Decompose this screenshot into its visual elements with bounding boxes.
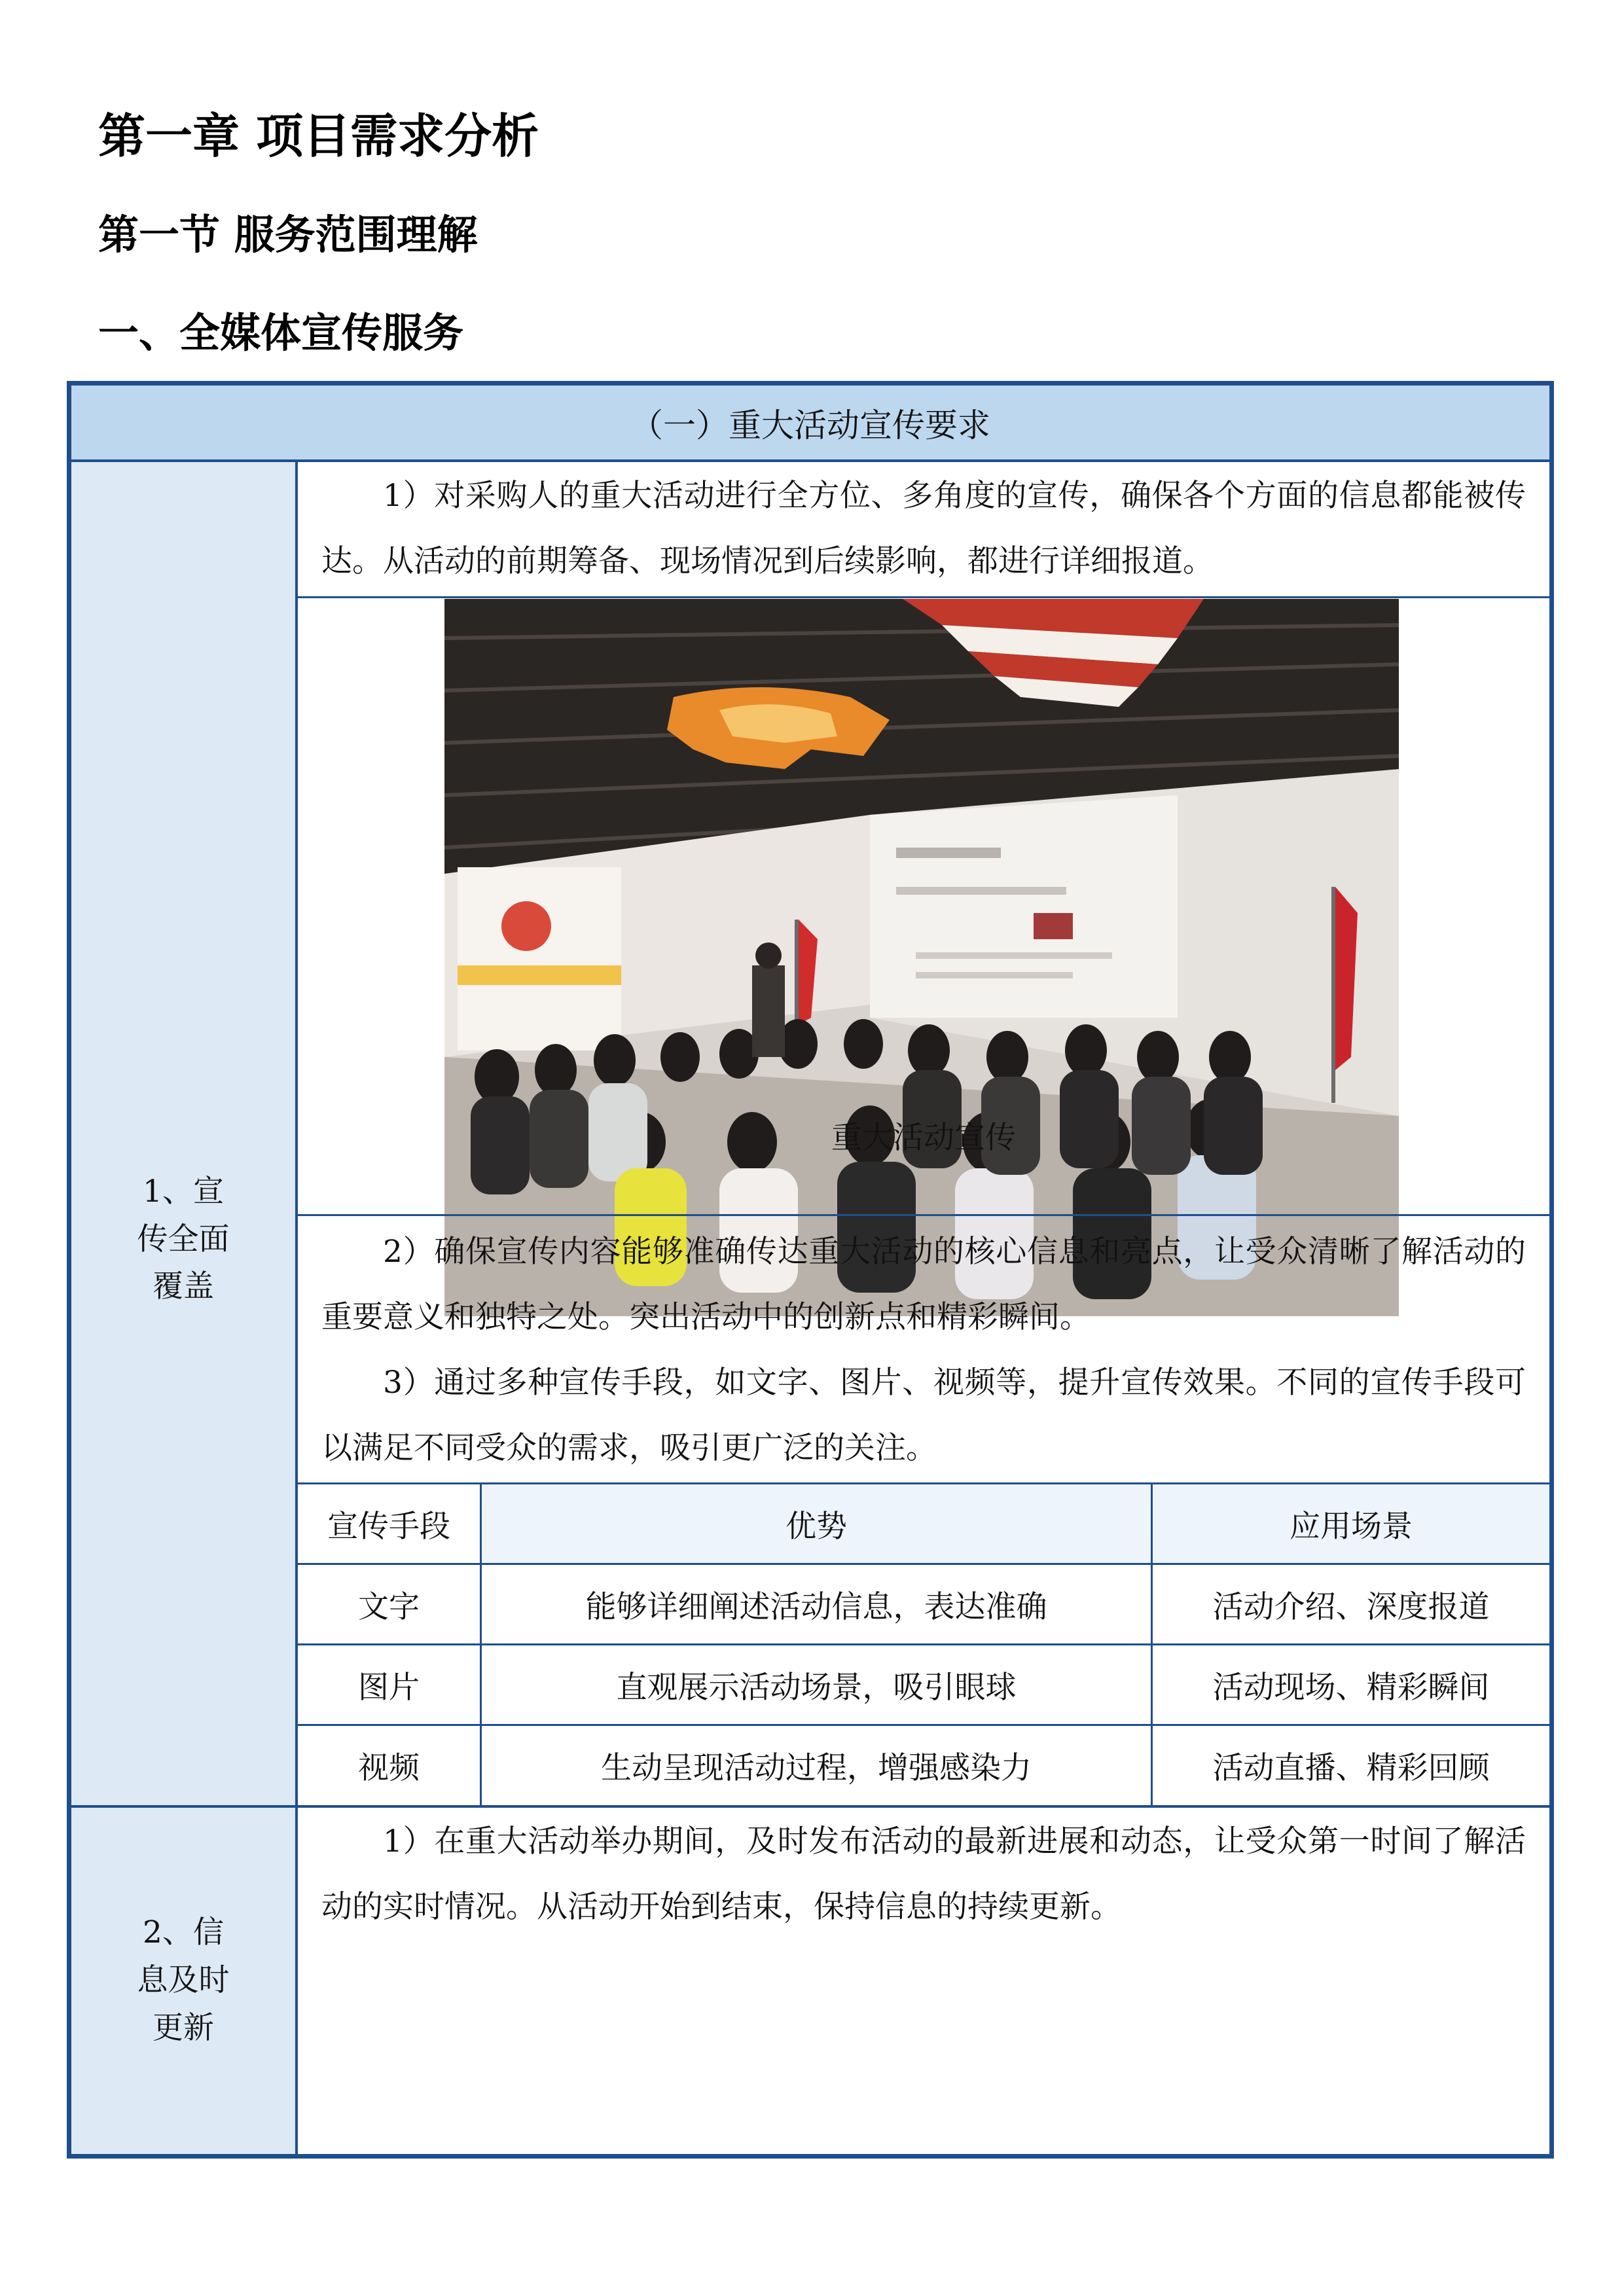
table-row: 能够详细阐述活动信息，表达准确 [585,1588,1047,1625]
row-label-updates-text: 2、信息及时更新 [137,1914,230,2046]
table-title: （一）重大活动宣传要求 [71,386,1549,459]
coverage-para-1-text: 1）对采购人的重大活动进行全方位、多角度的宣传，确保各个方面的信息都能被传达。从活动的前期筹备、现场情况到后续影响，都进行详细报道。 [321,478,1526,579]
subsection-title: 一、全媒体宣传服务 [98,309,464,357]
row-label-coverage-text: 1、宣传全面覆盖 [137,1173,230,1305]
divider [298,596,1549,598]
coverage-para-1 [298,462,1549,596]
subtable-header-means: 宣传手段 [327,1508,450,1545]
subtable-header-advantage: 优势 [785,1508,847,1545]
coverage-paras-2-3 [298,1218,1549,1480]
coverage-para-2-text: 2）确保宣传内容能够准确传达重大活动的核心信息和亮点，让受众清晰了解活动的重要意义和独特之处。突出活动中的创新点和精彩瞬间。 [321,1234,1526,1335]
coverage-para-3-text: 3）通过多种宣传手段，如文字、图片、视频等，提升宣传效果。不同的宣传手段可以满足不同受众的需求，吸引更广泛的关注。 [321,1365,1526,1466]
photo-caption: 重大活动宣传 [831,1120,1016,1156]
table-row: 图片 [358,1669,420,1706]
section-title: 第一节 服务范围理解 [98,211,478,259]
divider [298,1214,1549,1216]
table-row: 视频 [358,1749,420,1786]
updates-para-1 [298,1808,1549,1945]
event-photo [444,599,1399,1316]
table-row: 活动介绍、深度报道 [1212,1588,1490,1625]
chapter-title: 第一章 项目需求分析 [98,109,539,164]
divider [1151,1484,1153,1805]
requirements-table [67,381,1554,2159]
row-label-updates [71,1808,295,2154]
table-row: 活动直播、精彩回顾 [1212,1749,1490,1786]
table-row: 生动呈现活动过程，增强感染力 [601,1749,1032,1786]
table-row: 文字 [358,1588,420,1625]
row-label-coverage [71,462,295,2017]
table-row: 直观展示活动场景，吸引眼球 [616,1669,1017,1706]
subtable-header-scenario: 应用场景 [1290,1508,1413,1545]
table-row: 活动现场、精彩瞬间 [1212,1669,1490,1706]
updates-para-1-text: 1）在重大活动举办期间，及时发布活动的最新进展和动态，让受众第一时间了解活动的实时情况。从活动开始到结束，保持信息的持续更新。 [321,1823,1526,1925]
divider [480,1484,482,1805]
